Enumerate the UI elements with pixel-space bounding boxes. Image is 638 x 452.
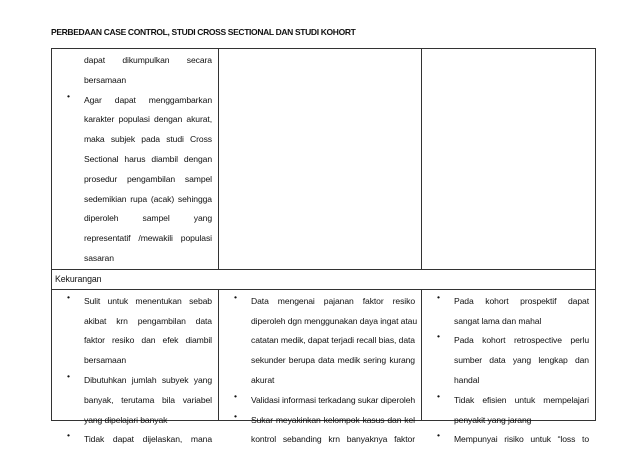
table-row-disadvantages [52, 289, 596, 420]
text-line: bersamaan [84, 74, 127, 85]
text-line: Sectional harus diambil dengan [84, 153, 212, 164]
text-line: representatif /mewakili populasi [84, 233, 212, 244]
text-line: karakter populasi dengan akurat, [84, 114, 212, 125]
text-line: penyakit yang jarang [454, 414, 532, 425]
text-line: akurat [251, 374, 275, 385]
bullet-icon: • [67, 291, 70, 302]
case-control-cell [219, 289, 422, 445]
bullet-icon: • [67, 370, 70, 381]
document-title: PERBEDAAN CASE CONTROL, STUDI CROSS SECTIONAL DAN STUDI KOHORT [51, 27, 356, 37]
text-line: faktor resiko dan efek diambil [84, 335, 212, 346]
text-line: akibat krn pengambilan data [84, 315, 212, 326]
cross-sectional-cell [52, 49, 219, 270]
text-line: sasaran [84, 252, 114, 263]
table-row-section-header [52, 269, 596, 289]
text-line: maka subjek pada studi Cross [84, 134, 212, 145]
text-line: sekunder berupa data medik sering kurang [251, 355, 415, 366]
list-item [428, 430, 589, 450]
bullet-icon: • [234, 291, 237, 302]
list-item [428, 292, 589, 332]
text-line: handal [454, 374, 480, 385]
list-item [225, 411, 415, 451]
text-line: Sukar meyakinkan kelompok kasus dan kel [251, 414, 415, 425]
bullet-icon: • [437, 390, 440, 401]
list-item [225, 391, 415, 411]
text-line: Data mengenai pajanan faktor resiko [251, 295, 415, 306]
cross-sectional-cell [52, 289, 219, 445]
text-line: sedemikian rupa (acak) sehingga [84, 193, 212, 204]
bullet-icon: • [67, 90, 70, 101]
text-line: Pada kohort prospektif dapat [454, 295, 589, 306]
text-line: Tidak dapat dijelaskan, mana [84, 434, 212, 445]
text-line: banyak, terutama bila variabel [84, 394, 212, 405]
comparison-table [51, 48, 596, 445]
case-control-cell [219, 49, 422, 270]
text-line: sumber data yang lengkap dan [454, 355, 589, 366]
cohort-cell [422, 49, 596, 270]
bullet-icon: • [234, 410, 237, 421]
text-line: prosedur pengambilan sampel [84, 173, 212, 184]
bullet-icon: • [437, 291, 440, 302]
bullet-icon: • [234, 390, 237, 401]
text-line: sangat lama dan mahal [454, 315, 542, 326]
text-line: yang dipelajari banyak [84, 414, 168, 425]
text-line: Agar dapat menggambarkan [84, 94, 212, 105]
list-item [225, 291, 418, 391]
text-line: diperoleh dgn menggunakan daya ingat atau [251, 315, 418, 326]
text-line: Tidak efisien untuk mempelajari [454, 394, 589, 405]
text-line: diperoleh sampel yang [84, 213, 212, 224]
list-item [58, 292, 212, 371]
text-line: kontrol sebanding krn banyaknya faktor [251, 434, 415, 445]
list-item [428, 331, 589, 390]
bullet-icon: • [437, 331, 440, 342]
list-item [58, 371, 212, 430]
text-line: Mempunyai risiko untuk “loss to [454, 434, 589, 445]
cohort-cell [422, 289, 596, 445]
bullet-icon: • [437, 430, 440, 441]
table-row-advantages-continued [52, 49, 596, 270]
text-line: Sulit untuk menentukan sebab [84, 295, 212, 306]
list-item [58, 91, 212, 269]
text-line: Validasi informasi terkadang sukar diperoleh [251, 394, 416, 405]
bullet-icon: • [67, 430, 70, 441]
text-line: Pada kohort retrospective perlu [454, 335, 589, 346]
list-item [428, 391, 589, 431]
list-item [58, 430, 212, 450]
text-line: dapat dikumpulkan secara [84, 55, 212, 65]
section-header-cell [52, 269, 596, 289]
text-line: bersamaan [84, 355, 127, 366]
text-line: catatan medik, dapat terjadi recall bias, data [251, 335, 415, 346]
text-line: Dibutuhkan jumlah subyek yang [84, 374, 212, 385]
list-item [58, 51, 212, 91]
section-label: Kekurangan [55, 273, 102, 284]
